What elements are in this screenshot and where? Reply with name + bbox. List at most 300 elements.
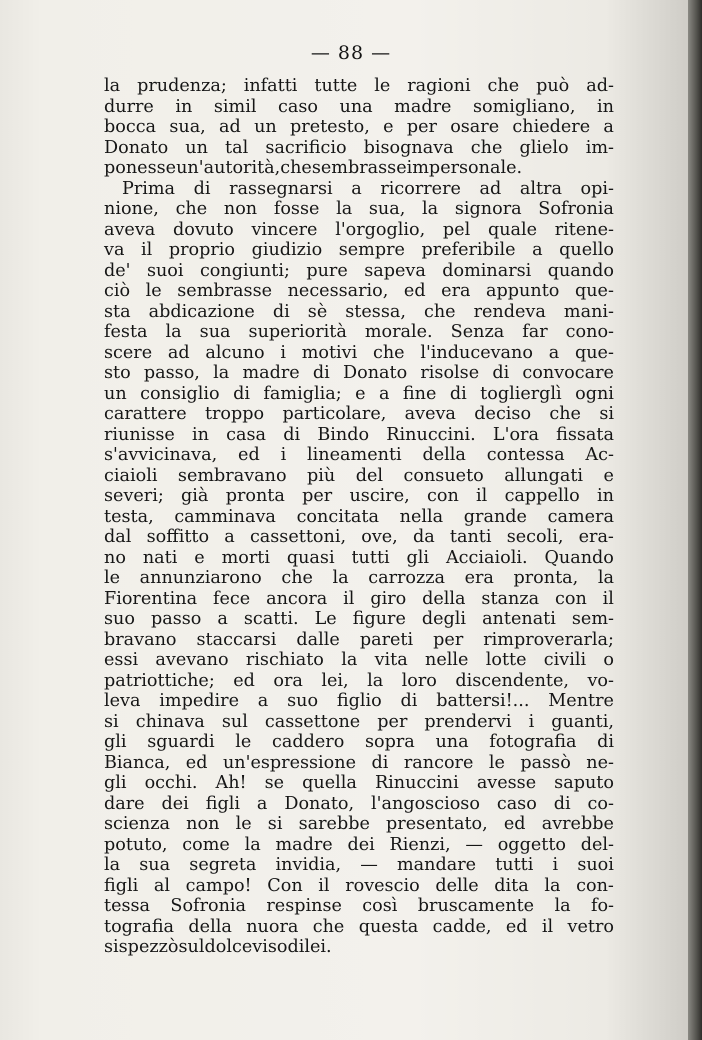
text-line: [104, 630, 614, 651]
word: far: [522, 322, 548, 342]
word: per: [377, 711, 408, 732]
text-line: [104, 568, 614, 589]
word: ne-: [586, 752, 614, 773]
word: ed: [505, 916, 528, 937]
word: che: [372, 342, 405, 363]
word: tutti: [495, 855, 534, 875]
word: ritene-: [554, 219, 614, 240]
word: contessa: [486, 445, 565, 465]
word: congiunti;: [199, 260, 290, 281]
word: Prima: [122, 178, 176, 199]
word: a: [217, 609, 228, 629]
word: opi-: [580, 178, 614, 199]
text-line: [104, 937, 614, 958]
word: che: [470, 137, 503, 158]
text-line: [104, 486, 614, 507]
word: figli: [205, 793, 240, 814]
word: dei: [347, 834, 375, 855]
word: superiorità: [248, 322, 347, 342]
word: que-: [574, 281, 614, 301]
word: un'autorità,: [176, 158, 281, 178]
text-line: [104, 322, 614, 343]
word: non: [223, 199, 258, 219]
word: ad-: [586, 76, 614, 96]
word: annunziarono: [139, 568, 262, 588]
word: sua: [199, 322, 231, 342]
word: l'orgoglio,: [335, 219, 426, 240]
word: lotte: [485, 650, 527, 670]
word: che: [487, 76, 520, 96]
word: segreta: [189, 855, 257, 875]
word: cassettoni,: [249, 527, 347, 547]
text-line: [104, 794, 614, 815]
word: che: [549, 404, 581, 424]
word: convocare: [522, 363, 614, 383]
word: si: [599, 404, 614, 424]
text-line: [104, 363, 614, 384]
word: tanti: [449, 527, 492, 547]
word: i: [280, 445, 287, 465]
word: il: [141, 240, 153, 260]
word: essi: [104, 650, 139, 670]
word: la: [104, 855, 121, 875]
word: scatti.: [243, 609, 299, 629]
word: ad: [479, 178, 502, 199]
word: preferibile: [421, 240, 516, 260]
word: dare: [104, 793, 145, 814]
text-line: [104, 445, 614, 466]
word: nelle: [425, 650, 469, 670]
word: allungati: [504, 465, 584, 486]
word: cappello: [504, 486, 580, 506]
word: cono-: [565, 322, 614, 342]
word: di: [492, 363, 510, 383]
word: Sofronia: [538, 199, 614, 219]
word: rischiato: [245, 650, 324, 670]
word: bisognava: [363, 137, 454, 158]
text-line: [104, 76, 614, 97]
text-line: [104, 281, 614, 302]
word: figure: [352, 609, 406, 629]
word: scere: [104, 342, 153, 363]
word: ed: [503, 814, 526, 834]
text-line: [104, 302, 614, 323]
word: tessa: [104, 896, 151, 916]
word: caddero: [272, 732, 345, 752]
word: dita: [494, 875, 529, 896]
word: giro: [370, 588, 407, 609]
word: a: [256, 793, 268, 814]
word: pareti: [359, 629, 414, 650]
word: carrozza: [368, 568, 446, 588]
word: proprio: [168, 240, 235, 260]
word: potuto,: [104, 834, 168, 855]
word: con-: [576, 875, 614, 896]
word: madre: [275, 834, 333, 855]
word: dovuto: [172, 219, 234, 240]
word: la: [336, 199, 353, 219]
word: la: [332, 568, 349, 588]
word: questa: [358, 916, 419, 937]
word: le: [488, 752, 505, 773]
word: sempre: [338, 240, 405, 260]
word: Rinuccini: [374, 773, 459, 793]
word: suoi: [146, 260, 184, 281]
word: ed: [185, 752, 208, 773]
word: loro: [401, 670, 437, 691]
word: ora: [273, 670, 303, 691]
word: era-: [578, 527, 614, 547]
word: ragioni: [407, 76, 471, 96]
text-line: [104, 507, 614, 528]
word: im-: [585, 137, 614, 158]
word: bravano: [104, 629, 177, 650]
word: gli: [406, 547, 430, 568]
text-line: [104, 691, 614, 712]
word: Donato: [104, 137, 169, 158]
word: camera: [547, 506, 614, 527]
word: passo: [150, 609, 202, 629]
word: giudizio: [251, 240, 323, 260]
word: in: [596, 486, 614, 506]
word: Mentre: [548, 691, 614, 711]
page-edge-shadow: [688, 0, 702, 1040]
word: campo!: [185, 875, 252, 896]
word: il: [476, 486, 488, 506]
text-line: [104, 466, 614, 487]
word: sapeva: [364, 260, 426, 281]
word: stanza: [481, 588, 540, 609]
word: caso: [277, 96, 318, 117]
word: il: [602, 588, 614, 609]
word: viso: [252, 937, 288, 957]
word: cadde,: [432, 916, 492, 937]
word: osare: [450, 117, 500, 137]
text-line: [104, 753, 614, 774]
word: battersi!...: [436, 691, 530, 711]
word: vita: [374, 650, 408, 670]
word: concitata: [296, 506, 379, 527]
word: fine: [402, 383, 437, 404]
word: ed: [403, 281, 426, 301]
word: i: [280, 342, 286, 363]
word: ciaioli: [104, 465, 158, 486]
word: ed: [233, 670, 255, 691]
word: gli: [104, 732, 127, 752]
word: ove,: [361, 527, 398, 547]
word: testa,: [104, 506, 154, 527]
word: della: [188, 916, 232, 937]
word: a: [532, 240, 543, 260]
word: Donato,: [284, 793, 355, 814]
word: famiglia;: [263, 383, 342, 404]
word: glielo: [519, 137, 569, 158]
word: dalle: [296, 629, 340, 650]
word: di: [449, 383, 467, 404]
word: quale: [487, 219, 538, 240]
word: la: [244, 834, 261, 855]
word: suo: [287, 691, 319, 711]
word: toglierglì: [480, 383, 562, 404]
text-line: [104, 876, 614, 897]
text-line: [104, 835, 614, 856]
word: di: [283, 424, 301, 445]
word: degli: [421, 609, 467, 629]
word: di: [371, 752, 389, 773]
word: un: [185, 137, 208, 158]
word: del-: [580, 834, 614, 855]
word: secoli,: [506, 527, 564, 547]
word: sè: [307, 301, 328, 322]
word: sul: [221, 711, 248, 732]
text-line: [104, 404, 614, 425]
word: dei: [161, 793, 189, 814]
page-number: — 88 —: [310, 42, 392, 64]
word: scienza: [104, 814, 171, 834]
word: i: [528, 711, 535, 732]
word: co-: [587, 793, 614, 814]
word: suoi: [577, 855, 614, 875]
word: sto: [104, 363, 131, 383]
word: morale.: [364, 322, 433, 342]
word: spezzò: [118, 937, 179, 957]
text-line: [104, 589, 614, 610]
word: nati: [142, 547, 178, 568]
word: l'inducevano: [420, 342, 533, 363]
word: a: [257, 691, 269, 711]
word: sua,: [368, 199, 406, 219]
text-line: [104, 917, 614, 938]
word: di: [312, 363, 330, 383]
word: può: [536, 76, 570, 96]
text-line: [104, 671, 614, 692]
word: somigliano,: [472, 96, 576, 117]
word: festa: [104, 322, 148, 342]
text-line: [104, 199, 614, 220]
text-line: [104, 712, 614, 733]
word: a: [224, 527, 235, 547]
word: civili: [543, 650, 587, 670]
word: per: [406, 117, 437, 137]
word: tutte: [314, 76, 358, 96]
word: di: [400, 691, 418, 711]
word: impedire: [159, 691, 239, 711]
word: sguardi: [147, 732, 215, 752]
text-line: [104, 158, 614, 179]
word: risolse: [420, 363, 480, 383]
word: no: [104, 547, 126, 568]
word: quello: [559, 240, 614, 260]
word: le: [235, 814, 252, 834]
word: tografia: [104, 916, 175, 937]
word: abdicazione: [148, 301, 255, 322]
text-line: [104, 855, 614, 876]
text-line: [104, 732, 614, 753]
word: sua: [139, 855, 171, 875]
word: Acciaioli.: [445, 547, 528, 568]
word: una: [435, 732, 469, 752]
word: tutti: [351, 547, 390, 568]
word: passò: [520, 752, 571, 773]
word: infatti: [243, 76, 298, 96]
word: morti: [221, 547, 270, 568]
word: Ah!: [215, 773, 247, 793]
word: la: [554, 896, 571, 916]
word: fosse: [273, 199, 320, 219]
word: prendervi: [424, 711, 512, 732]
word: avesse: [476, 773, 537, 793]
word: chinava: [135, 711, 205, 732]
word: fotografia: [489, 732, 577, 752]
word: sem-: [571, 609, 614, 629]
word: tal: [225, 137, 249, 158]
word: ricorrere: [380, 178, 461, 199]
word: nella: [399, 506, 444, 527]
text-line: [104, 117, 614, 138]
word: motivi: [301, 342, 358, 363]
word: suo: [104, 609, 135, 629]
text-line: [104, 179, 614, 200]
word: fissata: [556, 424, 614, 445]
word: rancore: [403, 752, 474, 773]
word: —: [465, 834, 483, 855]
word: Sofronia: [170, 896, 247, 916]
word: da: [412, 527, 435, 547]
word: la: [544, 875, 561, 896]
word: alcuno: [205, 342, 265, 363]
word: leva: [104, 691, 141, 711]
word: sopra: [364, 732, 415, 752]
word: pretesto,: [290, 117, 370, 137]
word: ancora: [266, 588, 328, 609]
word: e: [383, 117, 394, 137]
word: staccarsi: [196, 629, 277, 650]
word: soffitto: [146, 527, 210, 547]
word: gli: [104, 773, 127, 793]
text-line: [104, 240, 614, 261]
word: consueto: [403, 465, 484, 486]
word: lei,: [321, 670, 349, 691]
word: chiedere: [512, 117, 591, 137]
word: rendeva: [473, 301, 546, 322]
text-line: [104, 343, 614, 364]
word: ad: [219, 117, 241, 137]
word: madre: [394, 96, 452, 117]
word: figli: [104, 875, 139, 896]
word: i: [552, 855, 559, 875]
word: pure: [306, 260, 348, 281]
word: riunisse: [104, 424, 175, 445]
word: vetro: [567, 916, 614, 937]
word: lei.: [304, 937, 332, 957]
word: lineamenti: [307, 445, 402, 465]
word: rassegnarsi: [229, 178, 333, 199]
word: particolare,: [282, 404, 387, 424]
word: bocca: [104, 117, 157, 137]
word: se: [264, 773, 285, 793]
word: a: [548, 342, 560, 363]
word: vincere: [251, 219, 318, 240]
word: occhi.: [144, 773, 198, 793]
text-line: [104, 384, 614, 405]
word: e: [194, 547, 205, 568]
word: Quando: [544, 547, 614, 568]
word: si: [267, 814, 283, 834]
word: il: [541, 916, 554, 937]
word: la: [597, 568, 614, 588]
word: o: [603, 650, 614, 670]
word: rovescio: [345, 875, 420, 896]
word: madre: [242, 363, 300, 383]
word: sembrasse: [177, 281, 273, 301]
word: sembrasse: [311, 158, 407, 178]
word: delle: [435, 875, 479, 896]
word: de': [104, 260, 131, 281]
word: di: [272, 301, 290, 322]
word: Senza: [450, 322, 505, 342]
word: era: [464, 568, 494, 588]
word: di: [287, 937, 305, 957]
word: passo,: [143, 363, 200, 383]
word: Rinuccini.: [386, 424, 476, 445]
word: altra: [519, 178, 562, 199]
word: si: [104, 711, 119, 732]
word: Bindo: [317, 424, 370, 445]
text-line: [104, 527, 614, 548]
word: un: [254, 117, 277, 137]
word: con: [427, 486, 459, 506]
text-line: [104, 425, 614, 446]
word: stessa,: [345, 301, 406, 322]
word: consiglio: [140, 383, 220, 404]
word: appunto: [486, 281, 560, 301]
word: deciso: [474, 404, 532, 424]
word: con: [555, 588, 587, 609]
word: carattere: [104, 404, 187, 424]
word: una: [339, 96, 373, 117]
word: fece: [213, 588, 251, 609]
word: Le: [314, 609, 337, 629]
word: uscire,: [349, 486, 410, 506]
word: in: [596, 96, 614, 117]
word: ed: [238, 445, 260, 465]
word: quella: [302, 773, 357, 793]
word: della: [422, 445, 466, 465]
word: pronta,: [513, 568, 579, 588]
word: più: [307, 465, 336, 486]
word: il: [343, 588, 355, 609]
word: in: [192, 424, 209, 445]
word: che: [312, 916, 345, 937]
word: le: [374, 76, 391, 96]
word: signora: [454, 199, 522, 219]
word: già: [181, 486, 209, 506]
word: severi;: [104, 486, 164, 506]
word: le: [145, 281, 162, 301]
word: rimproverarla;: [483, 629, 614, 650]
word: che: [280, 158, 312, 178]
word: invidia,: [275, 855, 342, 875]
word: ogni: [575, 383, 614, 404]
word: la: [367, 670, 384, 691]
word: que-: [574, 342, 614, 363]
word: simil: [213, 96, 257, 117]
word: oggetto: [497, 834, 566, 855]
word: Rienzi,: [389, 834, 451, 855]
word: come: [182, 834, 230, 855]
word: sembravano: [177, 465, 287, 486]
word: casa: [226, 424, 267, 445]
